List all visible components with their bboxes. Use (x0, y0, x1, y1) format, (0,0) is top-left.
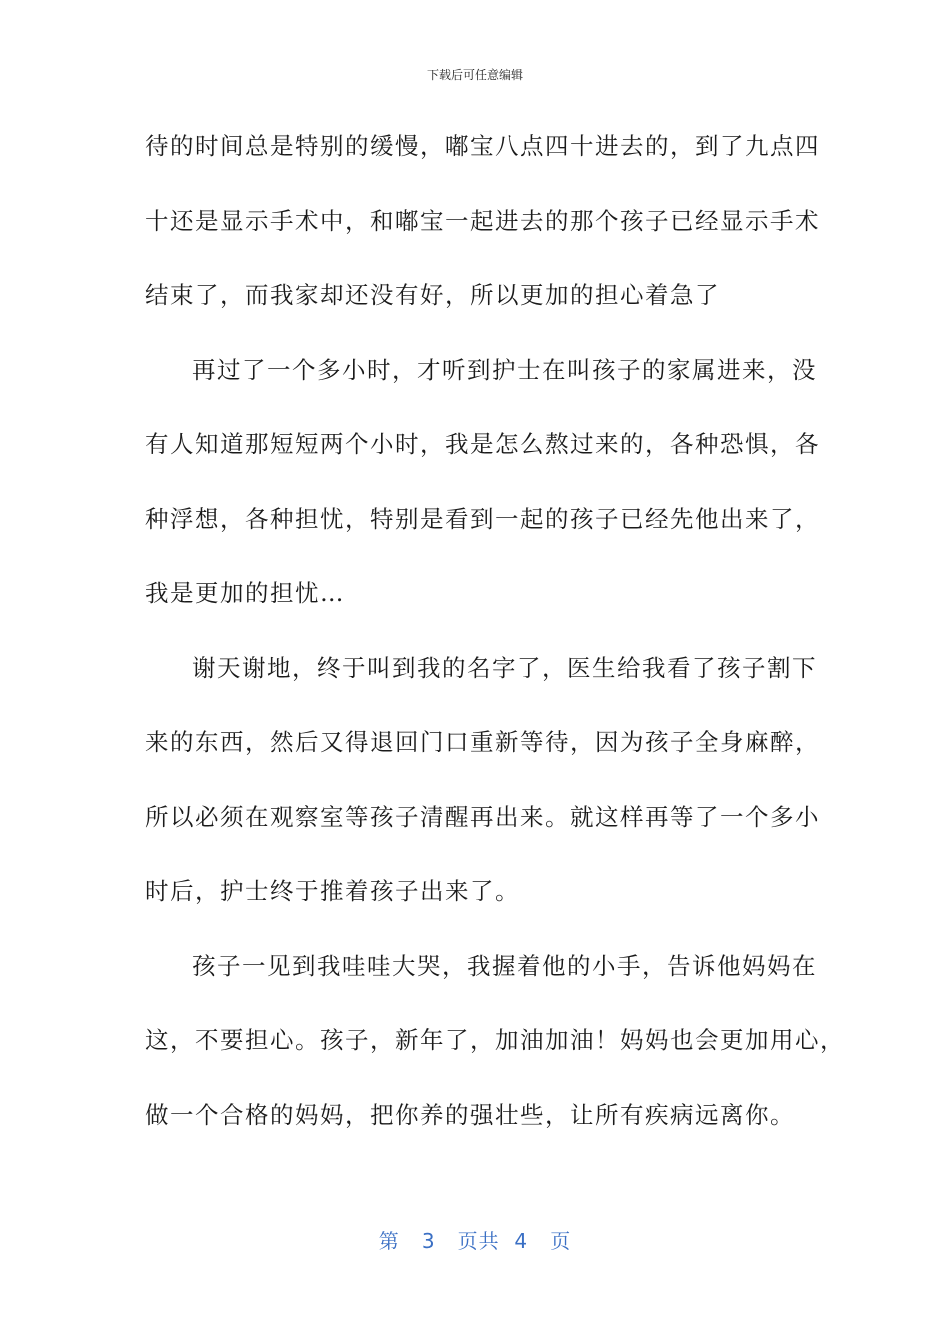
text-line: 十还是显示手术中，和嘟宝一起进去的那个孩子已经显示手术 (145, 206, 820, 235)
text-line: 有人知道那短短两个小时，我是怎么熬过来的，各种恐惧，各 (145, 430, 820, 458)
text-line: 谢天谢地，终于叫到我的名字了，医生给我看了孩子割下 (192, 653, 817, 682)
text-line: 这，不要担心。孩子，新年了，加油加油！妈妈也会更加用心， (145, 1026, 845, 1054)
text-line: 再过了一个多小时，才听到护士在叫孩子的家属进来，没 (192, 355, 817, 384)
text-line: 结束了，而我家却还没有好，所以更加的担心着急了 (145, 281, 720, 309)
page-header (0, 66, 950, 83)
footer-middle: 页共 (457, 1229, 500, 1253)
text-line: 种浮想，各种担忧，特别是看到一起的孩子已经先他出来了， (145, 504, 820, 533)
footer-prefix: 第 (378, 1229, 400, 1253)
footer-total-pages: 4 (514, 1229, 529, 1253)
document-body (145, 117, 845, 1160)
text-line: 待的时间总是特别的缓慢，嘟宝八点四十进去的，到了九点四 (145, 132, 820, 160)
header-text: 下载后可任意编辑 (426, 68, 523, 82)
text-line: 我是更加的担忧… (145, 579, 345, 607)
page-footer (0, 1225, 950, 1254)
footer-suffix: 页 (550, 1229, 572, 1253)
footer-current-page: 3 (421, 1229, 436, 1253)
text-line: 来的东西，然后又得退回门口重新等待，因为孩子全身麻醉， (145, 728, 820, 756)
text-line: 孩子一见到我哇哇大哭，我握着他的小手，告诉他妈妈在 (192, 951, 817, 980)
text-line: 做一个合格的妈妈，把你养的强壮些，让所有疾病远离你。 (145, 1100, 795, 1129)
text-line: 时后，护士终于推着孩子出来了。 (145, 877, 520, 905)
text-line: 所以必须在观察室等孩子清醒再出来。就这样再等了一个多小 (145, 802, 820, 831)
